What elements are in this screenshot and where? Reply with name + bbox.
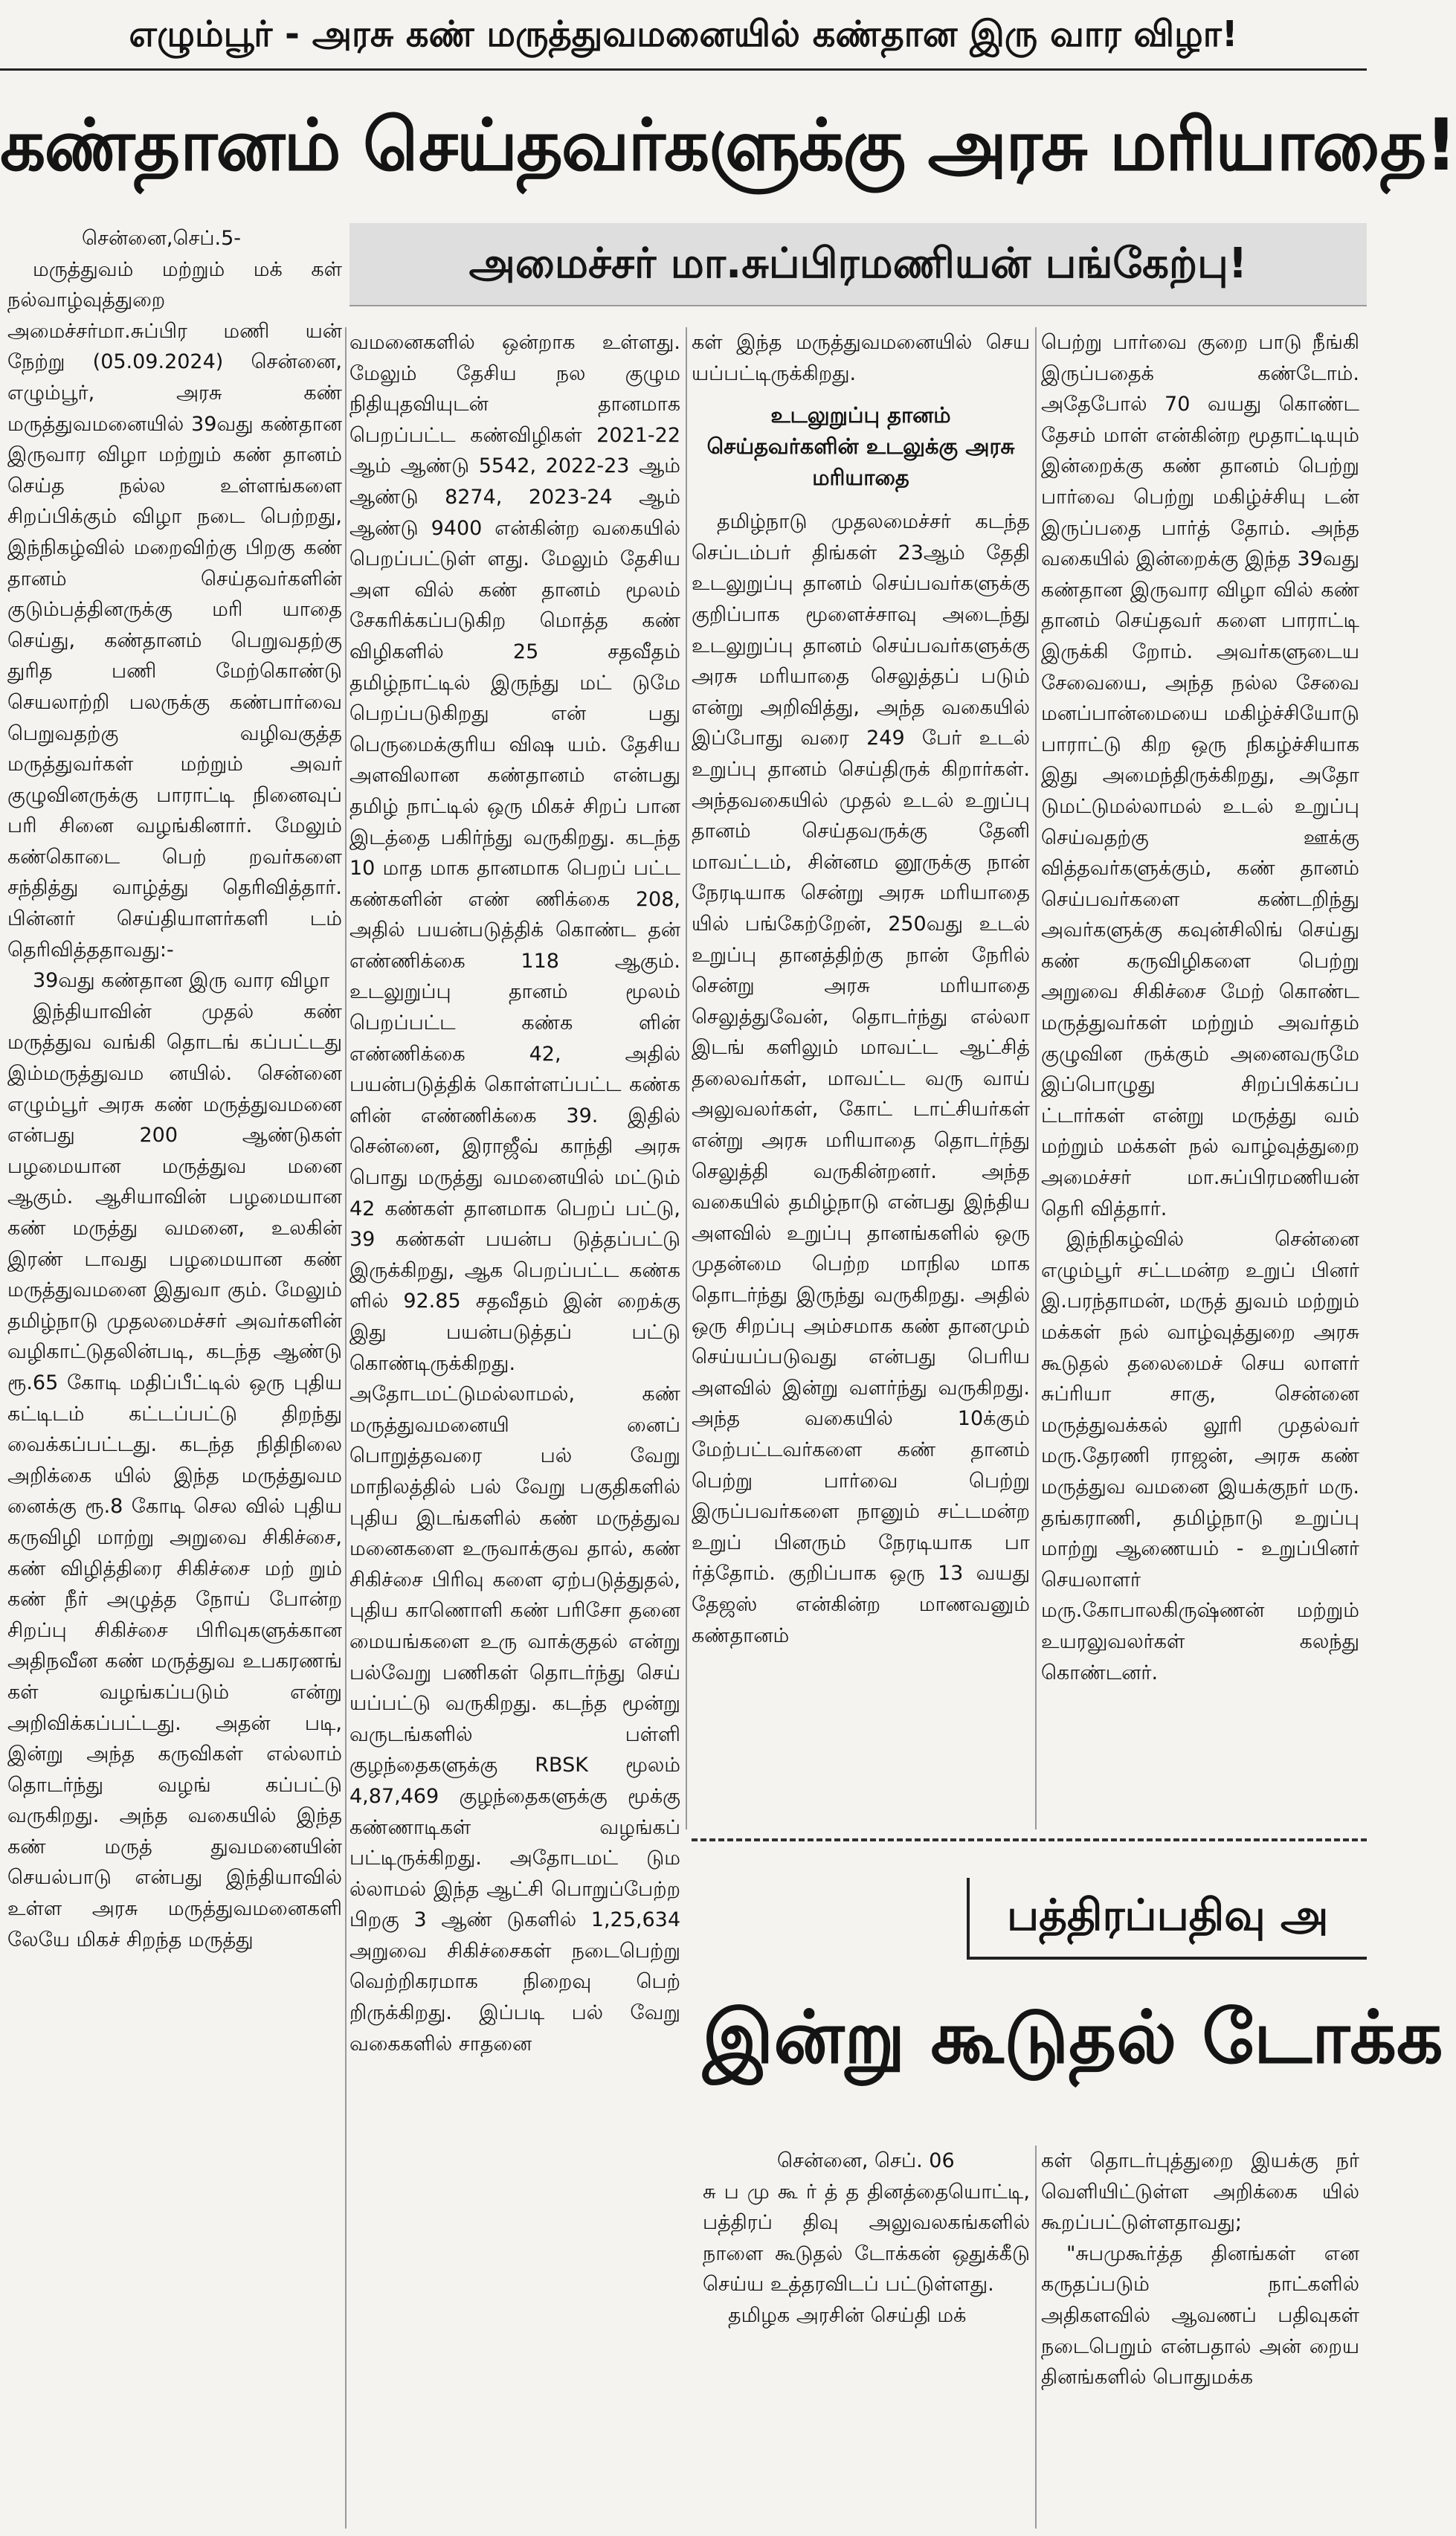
paragraph: "சுபமுகூர்த்த தினங்கள் என கருதப்படும் நாட்களில் அதிகளவில் ஆவணப் பதிவுகள் நடைபெறும் என்பதால் அன் றைய தினங்களில் பொதுமக்க	[1041, 2241, 1359, 2389]
paragraph: 39வது கண்தான இரு வார விழா	[33, 969, 330, 993]
paragraph: இந்தியாவின் முதல் கண் மருத்துவ வங்கி தொடங் கப்பட்டது இம்மருத்துவம னயில். சென்னை எழும்பூர் அரசு கண் மருத்துவமனை என்பது 200 ஆண்டுகள் பழமையான மருத்துவ மனை ஆகும். ஆசியாவின் பழமையான கண் மருத்து வமனை, உலகின் இரண் டாவது பழமையான கண் மருத்துவமனை இதுவா கும். மேலும் தமிழ்நாடு முதலமைச்சர் அவர்களின் வழிகாட்டுதலின்படி, கடந்த ஆண்டு ரூ.65 கோடி மதிப்பீட்டில் ஒரு புதிய கட்டிடம் கட்டப்பட்டு திறந்து வைக்கப்பட்டது. கடந்த நிதிநிலை அறிக்கை யில் இந்த மருத்துவம னைக்கு ரூ.8 கோடி செல வில் புதிய கருவிழி மாற்று அறுவை சிகிச்சை, கண் விழித்திரை சிகிச்சை மற் றும் கண் நீர் அழுத்த நோய் போன்ற சிறப்பு சிகிச்சை பிரிவுகளுக்கான அதிநவீன கண் மருத்துவ உபகரணங் கள் வழங்கப்படும் என்று அறிவிக்கப்பட்டது. அதன் படி, இன்று அந்த கருவிகள் எல்லாம் தொடர்ந்து வழங் கப்பட்டு வருகிறது. அந்த வகையில் இந்த கண் மருத் துவமனையின் செயல்பாடு என்பது இந்தியாவில் உள்ள அரசு மருத்துவமனைகளி லேயே மிகச் சிறந்த மருத்து	[7, 1000, 342, 1951]
story2-headline: இன்று கூடுதல் டோக்க	[703, 1995, 1443, 2080]
paragraph: வமனைகளில் ஒன்றாக உள்ளது. மேலும் தேசிய நல குழும நிதியுதவியுடன் தானமாக பெறப்பட்ட கண்விழிகள் 2021-22 ஆம் ஆண்டு 5542, 2022-23 ஆம் ஆண்டு 8274, 2023-24 ஆம் ஆண்டு 9400 என்கின்ற வகையில் பெறப்பட்டுள் ளது. மேலும் தேசிய அள வில் கண் தானம் மூலம் சேகரிக்கப்படுகிற மொத்த கண் விழிகளில் 25 சதவீதம் தமிழ்நாட்டில் இருந்து மட் டுமே பெறப்படுகிறது என் பது பெருமைக்குரிய விஷ யம். தேசிய அளவிலான கண்தானம் என்பது தமிழ் நாட்டில் ஒரு மிகச் சிறப் பான இடத்தை பகிர்ந்து வருகிறது. கடந்த 10 மாத மாக தானமாக பெறப் பட்ட கண்களின் எண் ணிக்கை 208, அதில் பயன்படுத்திக் கொண்ட தன் எண்ணிக்கை 118 ஆகும். உடலுறுப்பு தானம் மூலம் பெறப்பட்ட கண்க ளின் எண்ணிக்கை 42, அதில் பயன்படுத்திக் கொள்ளப்பட்ட கண்க ளின் எண்ணிக்கை 39. இதில் சென்னை, இராஜீவ் காந்தி அரசு பொது மருத்து வமனையில் மட்டும் 42 கண்கள் தானமாக பெறப் பட்டு, 39 கண்கள் பயன்ப டுத்தப்பட்டு இருக்கிறது, ஆக பெறப்பட்ட கண்க ளில் 92.85 சதவீதம் இன் றைக்கு இது பயன்படுத்தப் பட்டு கொண்டிருக்கிறது. அதோடமட்டுமல்லாமல், கண் மருத்துவமனையி னைப் பொறுத்தவரை பல் வேறு மாநிலத்தில் பல் வேறு பகுதிகளில் புதிய இடங்களில் கண் மருத்துவ மனைகளை உருவாக்குவ தால், கண் சிகிச்சை பிரிவு களை ஏற்படுத்துதல், புதிய காணொளி கண் பரிசோ தனை மையங்களை உரு வாக்குதல் என்று பல்வேறு பணிகள் தொடர்ந்து செய் யப்பட்டு வருகிறது. கடந்த மூன்று வருடங்களில் பள்ளி குழந்தைகளுக்கு RBSK மூலம் 4,87,469 குழந்தைகளுக்கு மூக்கு கண்ணாடிகள் வழங்கப் பட்டிருக்கிறது. அதோடமட் டும ல்லாமல் இந்த ஆட்சி பொறுப்பேற்ற பிறகு 3 ஆண் டுகளில் 1,25,634 அறுவை சிகிச்சைகள் நடைபெற்று வெற்றிகரமாக நிறைவு பெற் றிருக்கிறது. இப்படி பல் வேறு வகைகளில் சாதனை	[349, 331, 680, 2056]
paragraph: இந்நிகழ்வில் சென்னை எழும்பூர் சட்டமன்ற உறுப் பினர் இ.பரந்தாமன், மருத் துவம் மற்றும் மக்கள் நல் வாழ்வுத்துறை அரசு கூடுதல் தலைமைச் செய லாளர் சுப்ரியா சாகு, சென்னை மருத்துவக்கல் லூரி முதல்வர் மரு.தேரணி ராஜன், அரசு கண் மருத்துவ வமனை இயக்குநர் மரு. தங்கராணி, தமிழ்நாடு உறுப்பு மாற்று ஆணையம் - உறுப்பினர் செயலாளர் மரு.கோபாலகிருஷ்ணன் மற்றும் உயரலுவலர்கள் கலந்து கொண்டனர்.	[1041, 1228, 1359, 1684]
story2-column-1	[703, 2146, 1030, 2529]
main-headline: கண்தானம் செய்தவர்களுக்கு அரசு மரியாதை!	[0, 103, 1456, 187]
column-divider	[1035, 327, 1037, 1829]
paragraph: பெற்று பார்வை குறை பாடு நீங்கி இருப்பதைக் கண்டோம். அதேபோல் 70 வயது கொண்ட தேசம் மாள் என்கின்ற மூதாட்டியும் இன்றைக்கு கண் தானம் பெற்று பார்வை பெற்று மகிழ்ச்சியு டன் இருப்பதை பார்த் தோம். அந்த வகையில் இன்றைக்கு இந்த 39வது கண்தான இருவார விழா வில் கண் தானம் செய்தவர் களை பாராட்டி இருக்கி றோம். அவர்களுடைய சேவையை, அந்த நல்ல சேவை மனப்பான்மையை மகிழ்ச்சியோடு பாராட்டு கிற ஒரு நிகழ்ச்சியாக இது அமைந்திருக்கிறது, அதோ டுமட்டுமல்லாமல் உடல் உறுப்பு செய்வதற்கு ஊக்கு வித்தவர்களுக்கும், கண் தானம் செய்பவர்களை கண்டறிந்து அவர்களுக்கு கவுன்சிலிங் செய்து கண் கருவிழிகளை பெற்று அறுவை சிகிச்சை மேற் கொண்ட மருத்துவர்கள் மற்றும் அவர்தம் குழுவின ருக்கும் அனைவருமே இப்பொழுது சிறப்பிக்கப்ப ட்டார்கள் என்று மருத்து வம் மற்றும் மக்கள் நல் வாழ்வுத்துறை அமைச்சர் மா.சுப்பிரமணியன் தெரி வித்தார்.	[1041, 331, 1359, 1220]
dateline: சென்னை,செப்.5-	[82, 227, 242, 250]
story-separator	[692, 1838, 1367, 1841]
article-column-2	[349, 327, 680, 2529]
paragraph: மருத்துவம் மற்றும் மக் கள் நல்வாழ்வுத்துறை அமைச்சர்மா.சுப்பிர மணி யன் நேற்று (05.09.2024) சென்னை, எழும்பூர், அரசு கண் மருத்துவமனையில் 39வது கண்தான இருவார விழா மற்றும் கண் தானம் செய்த நல்ல உள்ளங்களை சிறப்பிக்கும் விழா நடை பெற்றது, இந்நிகழ்வில் மறைவிற்கு பிறகு கண் தானம் செய்தவர்களின் குடும்பத்தினருக்கு மரி யாதை செய்து, கண்தானம் பெறுவதற்கு துரித பணி மேற்கொண்டு செயலாற்றி பலருக்கு கண்பார்வை பெறுவதற்கு வழிவகுத்த மருத்துவர்கள் மற்றும் அவர் குழுவினருக்கு பாராட்டி நினைவுப் பரி சினை வழங்கினார். மேலும் கண்கொடை பெற் றவர்களை சந்தித்து வாழ்த்து தெரிவித்தார். பின்னர் செய்தியாளர்களி டம் தெரிவித்ததாவது:-	[7, 257, 342, 962]
paragraph: கள் தொடர்புத்துறை இயக்கு நர் வெளியிட்டுள்ள அறிக்கை யில் கூறப்பட்டுள்ளதாவது;	[1041, 2149, 1359, 2235]
column-divider	[1035, 2146, 1037, 2529]
article-column-4	[1041, 327, 1359, 1822]
paragraph: தமிழ்நாடு முதலமைச்சர் கடந்த செப்டம்பர் திங்கள் 23ஆம் தேதி உடலுறுப்பு தானம் செய்பவர்களுக்கு குறிப்பாக மூளைச்சாவு அடைந்து உடலுறுப்பு தானம் செய்பவர்களுக்கு அரசு மரியாதை செலுத்தப் படும் என்று அறிவித்து, அந்த வகையில் இப்போது வரை 249 பேர் உடல் உறுப்பு தானம் செய்திருக் கிறார்கள். அந்தவகையில் முதல் உடல் உறுப்பு தானம் செய்தவருக்கு தேனி மாவட்டம், சின்னம னூருக்கு நான் நேரடியாக சென்று அரசு மரியாதை யில் பங்கேற்றேன், 250வது உடல் உறுப்பு தானத்திற்கு நான் நேரில் சென்று அரசு மரியாதை செலுத்துவேன், தொடர்ந்து எல்லா இடங் களிலும் மாவட்ட ஆட்சித் தலைவர்கள், மாவட்ட வரு வாய் அலுவலர்கள், கோட் டாட்சியர்கள் என்று அரசு மரியாதை தொடர்ந்து செலுத்தி வருகின்றனர். அந்த வகையில் தமிழ்நாடு என்பது இந்திய அளவில் உறுப்பு தானங்களில் ஒரு முதன்மை பெற்ற மாநில மாக தொடர்ந்து இருந்து வருகிறது. அதில் ஒரு சிறப்பு அம்சமாக கண் தானமும் செய்யப்படுவது என்பது பெரிய அளவில் இன்று வளர்ந்து வருகிறது. அந்த வகையில் 10க்கும் மேற்பட்டவர்களை கண் தானம் பெற்று பார்வை பெற்று இருப்பவர்களை நானும் சட்டமன்ற உறுப் பினரும் நேரடியாக பா ர்த்தோம். குறிப்பாக ஒரு 13 வயது தேஜஸ் என்கின்ற மாணவனும் கண்தானம்	[692, 510, 1030, 1647]
paragraph: தமிழக அரசின் செய்தி மக்	[728, 2303, 967, 2327]
dateline: சென்னை, செப். 06	[777, 2149, 955, 2172]
section-heading: உடலுறுப்பு தானம் செய்தவர்களின் உடலுக்கு அரசு மரியாதை	[706, 402, 1015, 491]
subheadline: அமைச்சர் மா.சுப்பிரமணியன் பங்கேற்பு!	[349, 223, 1367, 306]
story2-column-2	[1041, 2146, 1359, 2529]
paragraph: கள் இந்த மருத்துவமனையில் செய யப்பட்டிருக்கிறது.	[692, 331, 1030, 385]
paragraph: சு ப மு கூ ர் த் த தினத்தையொட்டி, பத்திரப் திவு அலுவலகங்களில் நாளை கூடுதல் டோக்கன் ஒதுக்கீடு செய்ய உத்தரவிடப் பட்டுள்ளது.	[703, 2180, 1030, 2297]
article-column-3	[692, 327, 1030, 1822]
kicker-strap: எழும்பூர் - அரசு கண் மருத்துவமனையில் கண்தான இரு வார விழா!	[0, 0, 1367, 71]
column-divider	[686, 327, 687, 1829]
column-divider	[345, 327, 347, 2529]
story2-kicker: பத்திரப்பதிவு அ	[967, 1878, 1367, 1960]
article-column-1	[7, 223, 342, 2529]
